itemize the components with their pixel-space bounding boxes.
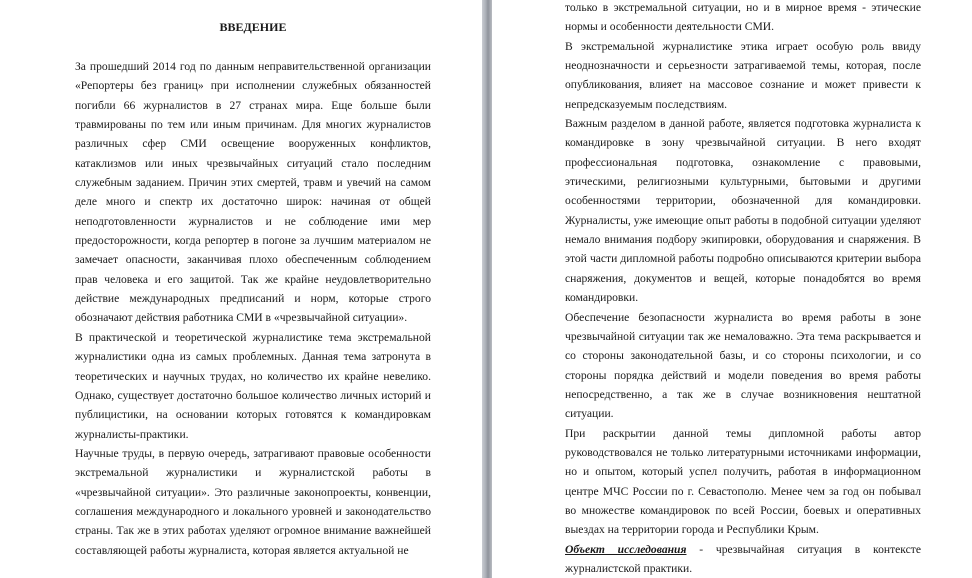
paragraph: При раскрытии данной темы дипломной работы автор руководствовался не только литературными источниками информации, но и опытом, который успел получить, работая в информационном центре МЧС России по г. Севастополю. Менее чем за год он побывал во множестве командировок по всей России, боевых и оперативных выездах на территории города и Республики Крым. — [565, 426, 921, 537]
page-gutter — [482, 0, 492, 578]
research-object-paragraph — [565, 540, 921, 578]
right-text-column — [565, 0, 921, 578]
paragraph: В практической и теоретической журналистике тема экстремальной журналистики одна из самых проблемных. Данная тема затронута в теоретических и научных трудах, но количество их крайне невелико. Однако, существует достаточно большое количество личных историй и публицистики, на основании которых готовятся к командировкам журналисты-практики. — [75, 330, 431, 441]
research-object-label: Объект исследования — [565, 542, 687, 556]
paragraph: В экстремальной журналистике этика играет особую роль ввиду неоднозначности и серьезности затрагиваемой темы, которая, после опубликования, влияет на массовое сознание и может привести к непредсказуемым последствиям. — [565, 39, 921, 111]
paragraph: Обеспечение безопасности журналиста во время работы в зоне чрезвычайной ситуации так же немаловажно. Эта тема раскрывается и со стороны законодательной базы, и со стороны психологии, и со стороны порядка действий и модели поведения во время работы непосредственно, а так же в случае возникновения нештатной ситуации. — [565, 310, 921, 421]
paragraph: только в экстремальной ситуации, но и в мирное время - этические нормы и особенности деятельности СМИ. — [565, 1, 921, 34]
introduction-heading: ВВЕДЕНИЕ — [219, 20, 287, 34]
research-object-text: - чрезвычайная ситуация в контексте журналистской практики. — [565, 542, 921, 575]
left-page — [0, 0, 482, 578]
paragraph: Важным разделом в данной работе, является подготовка журналиста к командировке в зону чрезвычайной ситуации. В него входят профессиональная подготовка, ознакомление с правовыми, этическими, религиозными культурными, бытовыми и другими особенностями территории, обозначенной для командировки. Журналисты, уже имеющие опыт работы в подобной ситуации уделяют немало внимания подбору экипировки, оборудования и снаряжения. В этой части дипломной работы подробно описываются критерии выбора снаряжения, документов и вещей, которые понадобятся во время командировки. — [565, 117, 921, 305]
paragraph: За прошедший 2014 год по данным неправительственной организации «Репортеры без границ» при исполнении служебных обязанностей погибли 66 журналистов в 27 странах мира. Еще больше были травмированы по тем или иным причинам. Для многих журналистов различных сфер СМИ освещение вооруженных конфликтов, катаклизмов или иных чрезвычайных ситуаций стало последним служебным заданием. Причин этих смертей, травм и увечий на самом деле много и спектр их достаточно широк: начиная от общей неподготовленности журналистов и не соблюдение ими мер предосторожности, когда репортер в погоне за лучшим материалом не замечает опасности, заканчивая плохо обеспеченным соблюдением прав человека и его защитой. Так же крайне неудовлетворительно действие международных предписаний и норм, которые строго обозначают действия работника СМИ в «чрезвычайной ситуации». — [75, 60, 431, 325]
paragraph: Научные труды, в первую очередь, затрагивают правовые особенности экстремальной журналистики и журналистской работы в «чрезвычайной ситуации». Это различные законопроекты, конвенции, соглашения международного и локального уровней и законодательство страны. Так же в этих работах уделяют огромное внимание важнейшей составляющей работы журналиста, которая является актуальной не — [75, 446, 431, 557]
right-page — [492, 0, 972, 578]
left-text-column — [75, 0, 431, 560]
